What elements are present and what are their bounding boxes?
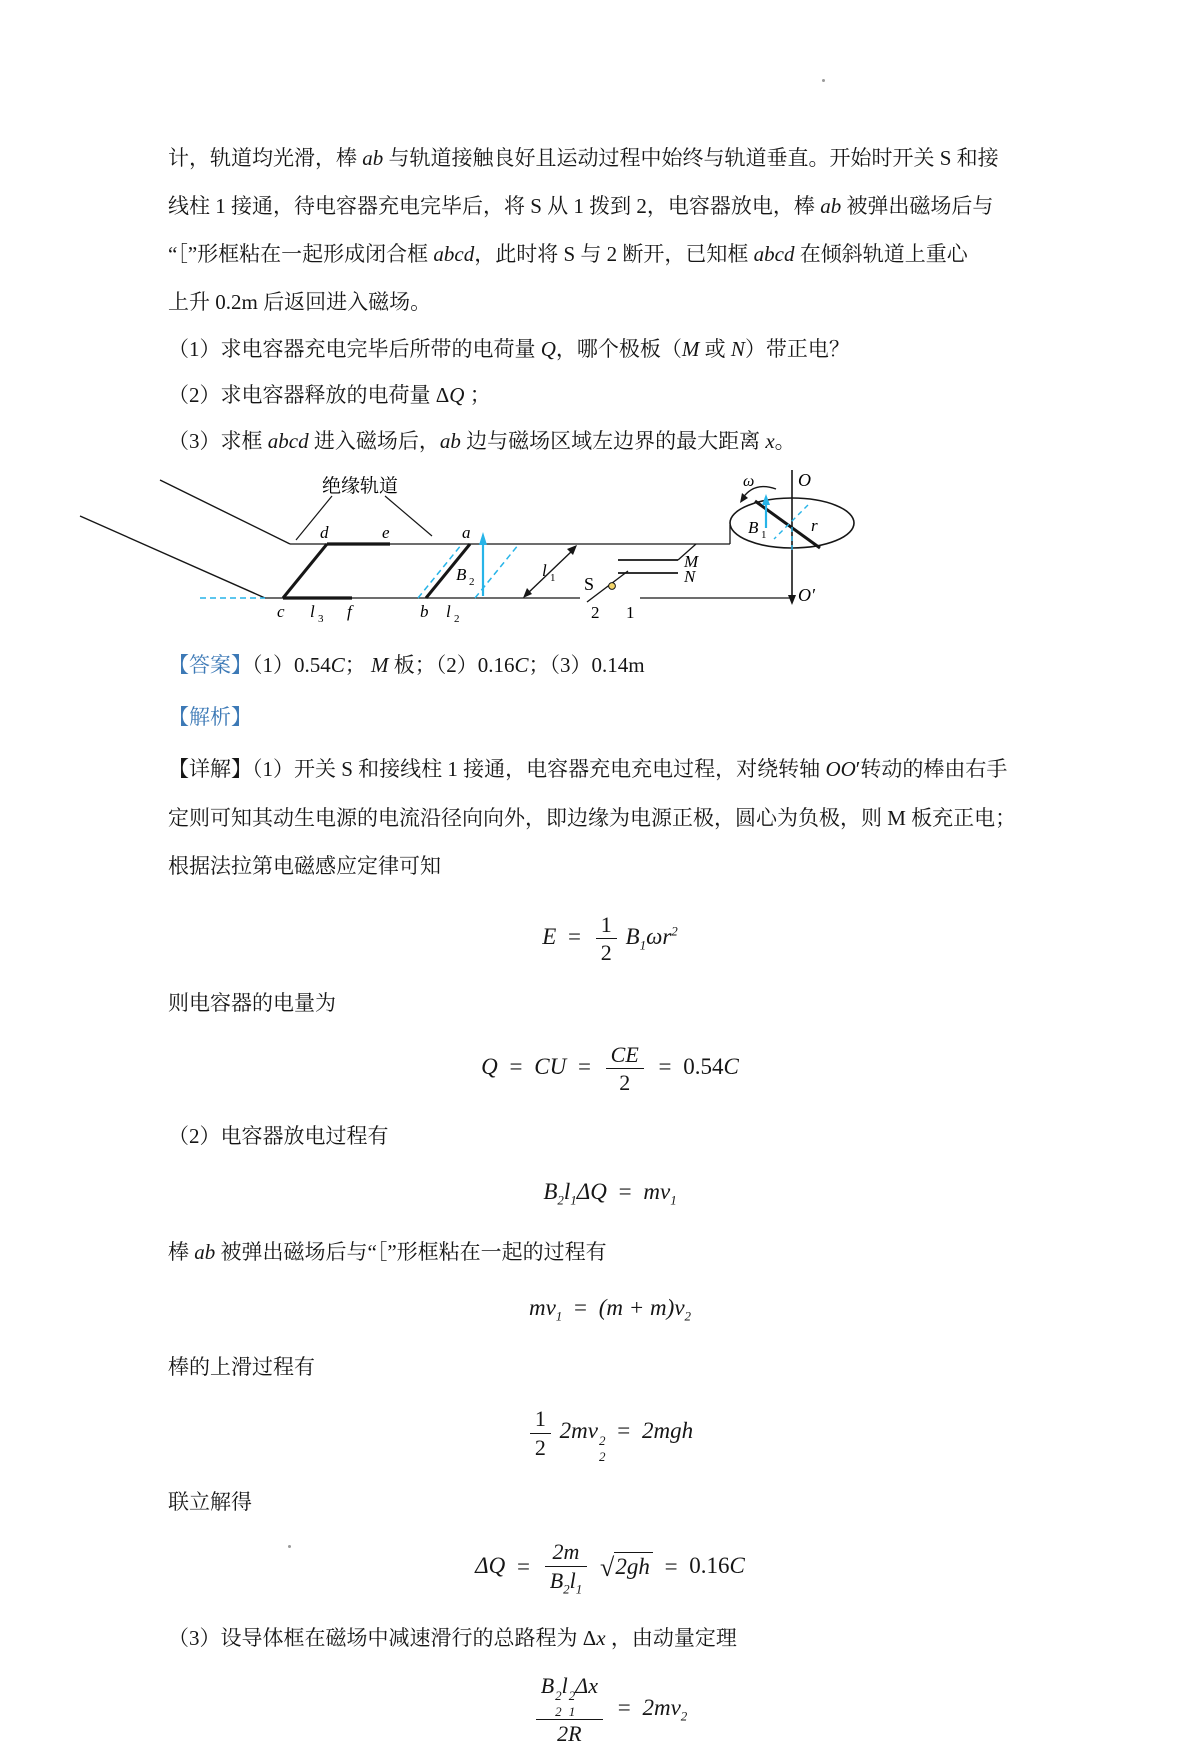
- f1-sup: 2: [671, 923, 678, 939]
- f7-eq: =: [617, 1695, 631, 1720]
- f7-l-sup: 2: [568, 1688, 576, 1704]
- f7-num-l: l: [561, 1673, 568, 1699]
- f6-value: 0.16: [689, 1553, 730, 1579]
- f6-fraction: [545, 1539, 588, 1597]
- point-d-label: d: [320, 523, 329, 542]
- point-c-label: c: [277, 602, 285, 621]
- f3-l: l: [563, 1179, 571, 1205]
- f3-mv: mv: [643, 1179, 671, 1205]
- frame-side-cd: [283, 544, 327, 598]
- f7-num: [536, 1673, 603, 1720]
- f2-eq1: =: [509, 1053, 523, 1079]
- f7-B-sup: 2: [555, 1688, 562, 1704]
- r-label: r: [811, 516, 818, 535]
- field-boundary-right: [475, 544, 519, 598]
- f4-sub1: 1: [555, 1308, 563, 1324]
- f6-den-l-sub: 1: [575, 1581, 583, 1597]
- formula-emf: [168, 912, 1052, 966]
- f1-B-sub: 1: [639, 937, 647, 953]
- l3-sub: 3: [318, 613, 324, 625]
- f7-rhs: 2mv: [642, 1695, 681, 1720]
- stray-mark-top: [822, 79, 825, 82]
- formula-charge: [168, 1042, 1052, 1096]
- l1-sub: 1: [550, 572, 556, 584]
- f7-rhs-sub: 2: [680, 1708, 688, 1724]
- stray-mark-bottom: [288, 1545, 291, 1548]
- f2-Q: Q: [481, 1053, 498, 1079]
- document-body: [168, 0, 1052, 1746]
- answer-line: [168, 649, 1052, 681]
- f2-fraction: [606, 1042, 644, 1096]
- formula-dq-result: [168, 1539, 1052, 1597]
- f6-sqrt: √2gh: [600, 1553, 653, 1583]
- detail-line-1: [168, 745, 1052, 794]
- f5-sup: 2: [598, 1433, 606, 1449]
- f1-den: 2: [600, 940, 612, 966]
- f3-v-sub: 1: [670, 1192, 677, 1208]
- f5-rhs: 2mgh: [641, 1418, 694, 1444]
- formula-q3-impulse: [168, 1673, 1052, 1746]
- plate-m-label: M: [684, 552, 699, 571]
- l2-sub: 2: [454, 613, 460, 625]
- detail-line-2: 定则可知其动生电源的电流沿径向向外，即边缘为电源正极，圆心为负极，则 M 板充正电；: [168, 806, 1017, 830]
- physics-diagram: [70, 468, 1052, 639]
- f2-den: 2: [619, 1069, 631, 1095]
- label-pointer-right: [385, 496, 432, 536]
- f6-den-B: B: [549, 1567, 564, 1593]
- f2-num: CE: [606, 1042, 644, 1069]
- b2-sub: 2: [469, 576, 475, 588]
- f5-supsub: [599, 1434, 606, 1463]
- question-1: （1）求电容器充电完毕后所带的电荷量 Q，哪个极板（M 或 N）带正电？: [168, 337, 850, 361]
- f7-den: 2R: [557, 1721, 582, 1746]
- text-solve: 联立解得: [168, 1490, 252, 1515]
- f6-eq2: =: [664, 1553, 678, 1579]
- point-e-label: e: [382, 523, 390, 542]
- f1-fraction: [596, 912, 617, 966]
- answer-label: 【答案】: [168, 653, 252, 677]
- switch-s-label: S: [584, 574, 595, 594]
- f2-CU: CU: [534, 1053, 567, 1079]
- f6-dQ: ΔQ: [475, 1553, 506, 1579]
- f5-body: 2mv: [559, 1418, 598, 1444]
- field-b2-arrowhead: [479, 532, 487, 545]
- question-3: （3）求框 abcd 进入磁场后，ab 边与磁场区域左边界的最大距离 x。: [168, 429, 796, 453]
- f6-den: [545, 1567, 588, 1597]
- f5-eq: =: [617, 1418, 631, 1444]
- point-f-label: f: [347, 602, 352, 621]
- f7-num-B: B: [540, 1673, 555, 1699]
- f6-den-l: l: [569, 1567, 576, 1593]
- f4-mv: mv: [528, 1294, 556, 1320]
- f6-den-B-sub: 2: [563, 1581, 570, 1597]
- text-slide: 棒的上滑过程有: [168, 1355, 315, 1380]
- text-capacity: 则电容器的电量为: [168, 990, 336, 1015]
- l1-arrowhead-bottom: [523, 588, 532, 598]
- f2-eq3: =: [658, 1053, 672, 1079]
- f6-unit: C: [729, 1553, 745, 1579]
- detail-line-1-text: （1）开关 S 和接线柱 1 接通，电容器充电充电过程，对绕转轴 OO′转动的棒由右手: [252, 757, 1008, 781]
- f6-radicand: 2gh: [614, 1552, 653, 1579]
- formula-impulse: [168, 1179, 1052, 1209]
- question-2: （2）求电容器释放的电荷量 ΔQ ；: [168, 383, 491, 407]
- o-prime-label: O′: [798, 585, 815, 605]
- f4-rhs: (m + m)v: [598, 1294, 685, 1320]
- text-q2: （2）电容器放电过程有: [168, 1124, 389, 1149]
- l1-label: l: [542, 561, 547, 580]
- l3-label: l: [310, 602, 315, 621]
- formula-energy: [168, 1406, 1052, 1463]
- omega-arrowhead: [740, 493, 748, 503]
- problem-line-4: 上升 0.2m 后返回进入磁场。: [168, 290, 432, 314]
- b2-label: B: [456, 565, 467, 584]
- f1-num: 1: [596, 912, 617, 939]
- l2-label: l: [446, 602, 451, 621]
- f3-B-sub: 2: [557, 1192, 564, 1208]
- problem-line-3: “［”形框粘在一起形成闭合框 abcd，此时将 S 与 2 断开，已知框 abcd 在倾斜轨道上重心: [168, 242, 968, 266]
- analysis-line: [168, 701, 1052, 733]
- f4-eq: =: [574, 1294, 588, 1320]
- f3-dQ: ΔQ: [576, 1179, 607, 1205]
- insulating-track-label: 绝缘轨道: [321, 476, 399, 497]
- text-q3: （3）设导体框在磁场中减速滑行的总路程为 Δx ，由动量定理: [168, 1626, 737, 1651]
- formula-momentum: [168, 1295, 1052, 1325]
- plate-n-label: N: [684, 567, 696, 586]
- f5-num: 1: [530, 1406, 551, 1433]
- problem-line-1: 计，轨道均光滑，棒 ab 与轨道接触良好且运动过程中始终与轨道垂直。开始时开关 S 和接: [168, 146, 999, 170]
- f7-l-sub: 1: [568, 1704, 576, 1720]
- f5-fraction: [530, 1406, 551, 1460]
- f3-B: B: [543, 1179, 558, 1205]
- f7-num-dx: Δx: [575, 1673, 598, 1699]
- f1-eq: =: [568, 924, 582, 950]
- incline-lower-rail: [80, 516, 265, 598]
- f1-B: B: [625, 924, 640, 950]
- incline-upper-rail: [160, 480, 290, 544]
- f1-wr: ωr: [646, 924, 672, 950]
- detail-label: 【详解】: [168, 757, 252, 781]
- f2-unit: C: [723, 1053, 739, 1079]
- axis-arrowhead: [788, 595, 796, 605]
- o-label: O: [798, 470, 811, 490]
- contact-2-label: 2: [591, 603, 600, 622]
- point-a-label: a: [462, 523, 471, 542]
- text-stick: 棒 ab 被弹出磁场后与“［”形框粘在一起的过程有: [168, 1239, 607, 1264]
- f2-eq2: =: [577, 1053, 591, 1079]
- f5-den: 2: [534, 1434, 546, 1460]
- point-b-label: b: [420, 602, 429, 621]
- answer-text: （1）0.54C； M 板；（2）0.16C；（3）0.14m: [252, 653, 645, 677]
- f7-fraction: [536, 1673, 603, 1746]
- f6-num: 2m: [545, 1539, 588, 1566]
- detail-line-3: 根据法拉第电磁感应定律可知: [168, 854, 441, 878]
- switch-pivot: [609, 583, 616, 590]
- f2-value: 0.54: [683, 1053, 724, 1079]
- omega-label: ω: [743, 473, 755, 490]
- f4-sub2: 2: [684, 1308, 692, 1324]
- contact-1-label: 1: [626, 603, 635, 622]
- problem-line-2: 线柱 1 接通，待电容器充电完毕后，将 S 从 1 拨到 2，电容器放电，棒 ab 被弹出磁场后与: [168, 194, 994, 218]
- f1-E: E: [542, 924, 557, 950]
- f5-sub: 2: [598, 1449, 606, 1465]
- f6-eq1: =: [516, 1553, 530, 1579]
- b1-sub: 1: [761, 529, 767, 541]
- f3-l-sub: 1: [570, 1192, 577, 1208]
- analysis-label: 【解析】: [168, 705, 252, 729]
- diagram-svg: [70, 468, 870, 633]
- f3-eq: =: [618, 1179, 632, 1205]
- b1-label: B: [748, 518, 759, 537]
- f7-B-sub: 2: [555, 1704, 562, 1720]
